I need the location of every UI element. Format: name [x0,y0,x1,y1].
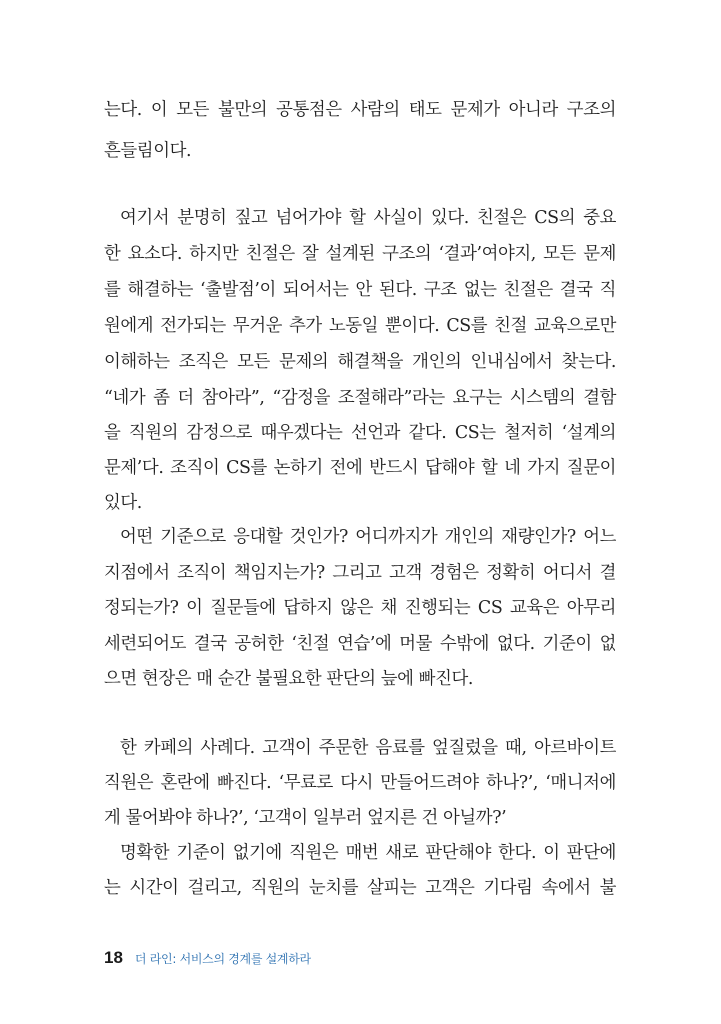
text-line: 직원은 혼란에 빠진다. ‘무료로 다시 만들어드려야 하나?’, ‘매니저에 [104,773,616,793]
text-line: 이해하는 조직은 모든 문제의 해결책을 개인의 인내심에서 찾는다. [104,352,616,372]
page-footer [104,948,311,968]
text-line: 문제’다. 조직이 CS를 논하기 전에 반드시 답해야 할 네 가지 질문이 [104,458,616,478]
text-line: 게 물어봐야 하나?’, ‘고객이 일부러 엎지른 건 아닐까?’ [104,808,507,828]
text-line: 있다. [104,493,142,513]
text-line: 어떤 기준으로 응대할 것인가? 어디까지가 개인의 재량인가? 어느 [120,527,616,547]
text-line: 원에게 전가되는 무거운 추가 노동일 뿐이다. CS를 친절 교육으로만 [104,316,616,336]
text-line: 를 해결하는 ‘출발점’이 되어서는 안 된다. 구조 없는 친절은 결국 직 [104,280,616,300]
text-line: 정되는가? 이 질문들에 답하지 않은 채 진행되는 CS 교육은 아무리 [104,598,616,618]
text-line: 세련되어도 결국 공허한 ‘친절 연습’에 머물 수밖에 없다. 기준이 없 [104,634,616,654]
text-line: 으면 현장은 매 순간 불필요한 판단의 늪에 빠진다. [104,669,474,689]
running-title: 더 라인: 서비스의 경계를 설계하라 [134,952,311,966]
text-line: “네가 좀 더 참아라”, “감정을 조절해라”라는 요구는 시스템의 결함 [104,388,616,408]
text-line: 명확한 기준이 없기에 직원은 매번 새로 판단해야 한다. 이 판단에 [120,843,616,863]
text-line: 지점에서 조직이 책임지는가? 그리고 고객 경험은 정확히 어디서 결 [104,563,616,583]
text-line: 는다. 이 모든 불만의 공통점은 사람의 태도 문제가 아니라 구조의 [104,100,616,120]
page-number: 18 [104,948,123,967]
text-line: 여기서 분명히 짚고 넘어가야 할 사실이 있다. 친절은 CS의 중요 [120,208,616,228]
text-line: 흔들림이다. [104,141,192,161]
text-line: 을 직원의 감정으로 때우겠다는 선언과 같다. CS는 철저히 ‘설계의 [104,423,616,443]
text-line: 한 요소다. 하지만 친절은 잘 설계된 구조의 ‘결과’여야지, 모든 문제 [104,244,616,264]
text-line: 는 시간이 걸리고, 직원의 눈치를 살피는 고객은 기다림 속에서 불 [104,878,616,898]
text-line: 한 카페의 사례다. 고객이 주문한 음료를 엎질렀을 때, 아르바이트 [120,738,616,758]
